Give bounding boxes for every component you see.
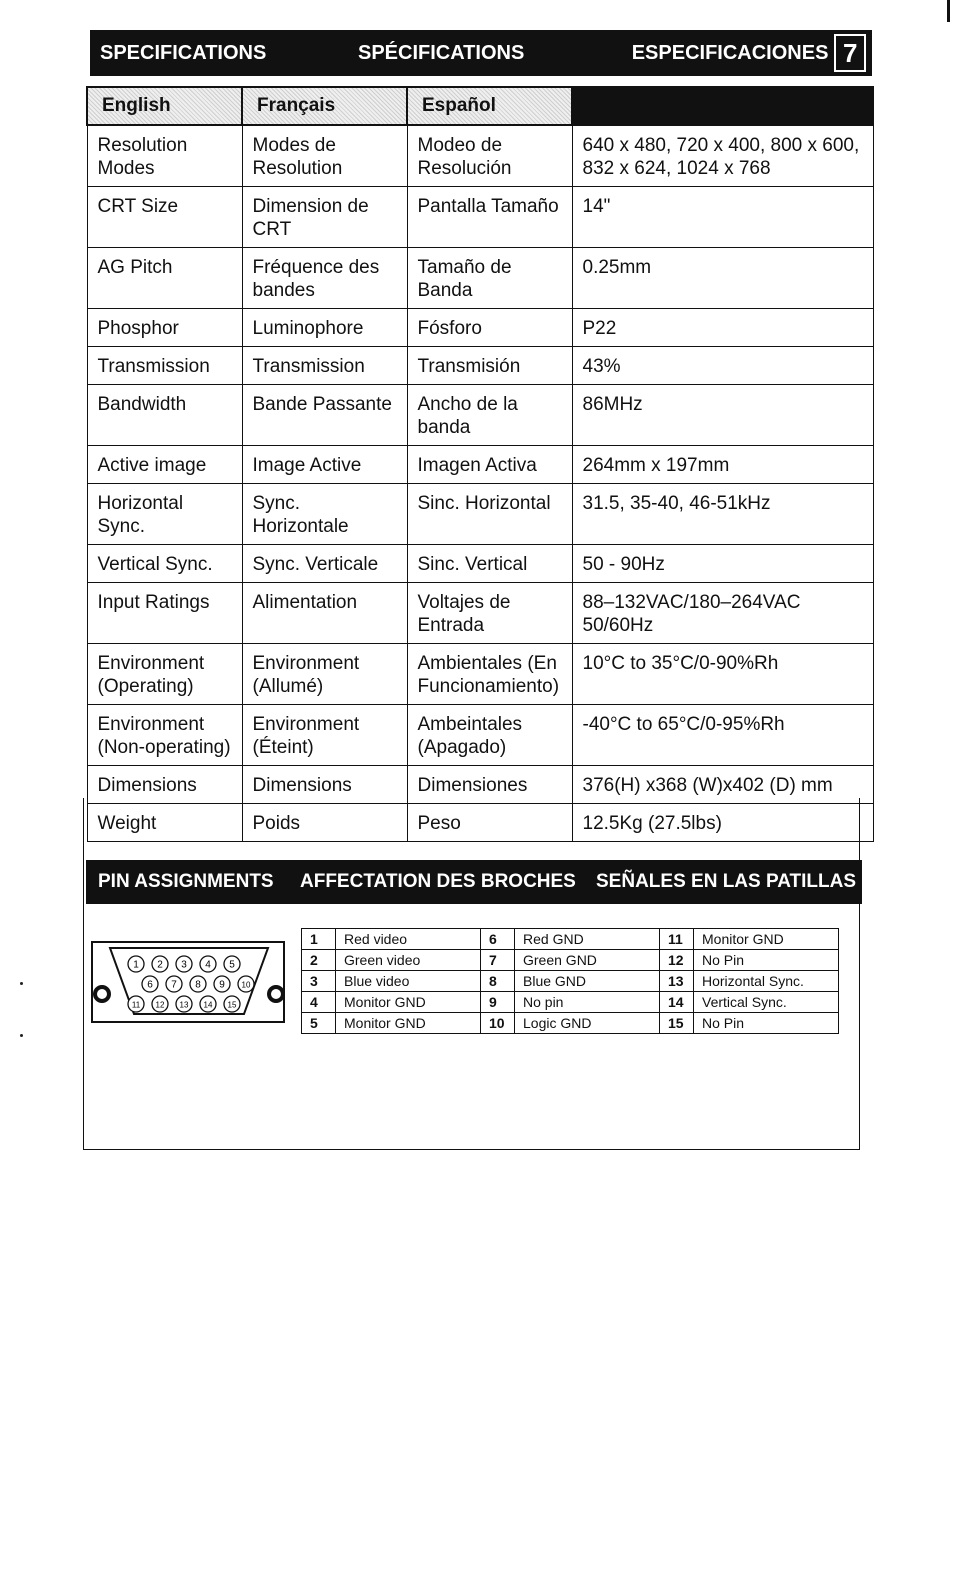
spec-label-english: Bandwidth bbox=[87, 385, 242, 446]
connector-pin-label: 2 bbox=[157, 959, 163, 971]
spec-label-spanish: Sinc. Horizontal bbox=[407, 484, 572, 545]
column-header-english: English bbox=[87, 87, 242, 125]
spec-label-french: Sync. Verticale bbox=[242, 545, 407, 583]
pin-title-french: AFFECTATION DES BROCHES bbox=[300, 871, 576, 892]
pin-number: 10 bbox=[481, 1013, 515, 1034]
pin-number: 5 bbox=[302, 1013, 336, 1034]
dsub-connector-diagram bbox=[88, 934, 292, 1030]
spec-value: 43% bbox=[572, 347, 873, 385]
spec-label-spanish: Dimensiones bbox=[407, 766, 572, 804]
pin-row bbox=[302, 950, 839, 971]
pin-signal: Monitor GND bbox=[694, 929, 839, 950]
spec-label-spanish: Voltajes de Entrada bbox=[407, 583, 572, 644]
pin-number: 9 bbox=[481, 992, 515, 1013]
page-number-badge: 7 bbox=[834, 34, 866, 72]
connector-pin-label: 11 bbox=[131, 1000, 141, 1010]
title-spanish: ESPECIFICACIONES bbox=[631, 41, 829, 64]
spec-label-spanish: Sinc. Vertical bbox=[407, 545, 572, 583]
pin-row bbox=[302, 1013, 839, 1034]
spec-label-french: Environment (Allumé) bbox=[242, 644, 407, 705]
spec-label-spanish: Ancho de la banda bbox=[407, 385, 572, 446]
connector-pin-label: 15 bbox=[227, 1000, 237, 1010]
pin-number: 11 bbox=[660, 929, 694, 950]
spec-label-english: Weight bbox=[87, 804, 242, 842]
pin-number: 4 bbox=[302, 992, 336, 1013]
spec-row bbox=[87, 385, 873, 446]
pin-number: 8 bbox=[481, 971, 515, 992]
pin-number: 7 bbox=[481, 950, 515, 971]
pin-signal: No Pin bbox=[694, 950, 839, 971]
spec-label-spanish: Fósforo bbox=[407, 309, 572, 347]
pin-signal: Green video bbox=[336, 950, 481, 971]
spec-label-french: Transmission bbox=[242, 347, 407, 385]
spec-label-french: Poids bbox=[242, 804, 407, 842]
pin-assignments-header bbox=[86, 860, 862, 904]
spec-row bbox=[87, 545, 873, 583]
spec-table-header-row bbox=[87, 87, 873, 125]
pin-number: 6 bbox=[481, 929, 515, 950]
connector-screw-left bbox=[95, 987, 109, 1001]
spec-row bbox=[87, 187, 873, 248]
pin-signal: Red video bbox=[336, 929, 481, 950]
pin-signal: Red GND bbox=[515, 929, 660, 950]
spec-label-english: Active image bbox=[87, 446, 242, 484]
connector-pin-label: 14 bbox=[203, 1000, 213, 1010]
spec-label-english: Vertical Sync. bbox=[87, 545, 242, 583]
pin-row bbox=[302, 992, 839, 1013]
pin-signal: Monitor GND bbox=[336, 1013, 481, 1034]
page-edge-mark bbox=[947, 0, 950, 22]
spec-label-spanish: Transmisión bbox=[407, 347, 572, 385]
margin-dot bbox=[20, 982, 23, 985]
specifications-table bbox=[86, 86, 874, 842]
spec-row bbox=[87, 644, 873, 705]
connector-pin-label: 9 bbox=[219, 979, 225, 991]
spec-label-french: Luminophore bbox=[242, 309, 407, 347]
spec-label-english: Dimensions bbox=[87, 766, 242, 804]
spec-label-french: Sync. Horizontale bbox=[242, 484, 407, 545]
spec-label-spanish: Ambeintales (Apagado) bbox=[407, 705, 572, 766]
spec-value: 376(H) x368 (W)x402 (D) mm bbox=[572, 766, 873, 804]
spec-label-spanish: Imagen Activa bbox=[407, 446, 572, 484]
pin-signal: Logic GND bbox=[515, 1013, 660, 1034]
pin-signal: Horizontal Sync. bbox=[694, 971, 839, 992]
pin-assignments-table bbox=[301, 928, 839, 1034]
connector-pin-label: 7 bbox=[171, 979, 177, 991]
spec-row bbox=[87, 248, 873, 309]
spec-label-french: Image Active bbox=[242, 446, 407, 484]
spec-label-french: Dimension de CRT bbox=[242, 187, 407, 248]
spec-label-spanish: Modeo de Resolución bbox=[407, 125, 572, 187]
spec-row bbox=[87, 446, 873, 484]
spec-label-english: Horizontal Sync. bbox=[87, 484, 242, 545]
pin-number: 1 bbox=[302, 929, 336, 950]
spec-value: 88–132VAC/180–264VAC 50/60Hz bbox=[572, 583, 873, 644]
spec-label-english: Input Ratings bbox=[87, 583, 242, 644]
connector-pin-label: 10 bbox=[241, 980, 251, 990]
pin-number: 2 bbox=[302, 950, 336, 971]
connector-pin-label: 6 bbox=[147, 979, 153, 991]
column-header-french: Français bbox=[242, 87, 407, 125]
spec-label-english: Resolution Modes bbox=[87, 125, 242, 187]
connector-pin-label: 1 bbox=[133, 959, 139, 971]
pin-signal: Blue GND bbox=[515, 971, 660, 992]
pin-signal: Blue video bbox=[336, 971, 481, 992]
spec-row bbox=[87, 347, 873, 385]
connector-pin-label: 12 bbox=[155, 1000, 165, 1010]
spec-value: 50 - 90Hz bbox=[572, 545, 873, 583]
spec-value: 86MHz bbox=[572, 385, 873, 446]
spec-label-english: Environment (Operating) bbox=[87, 644, 242, 705]
pin-number: 12 bbox=[660, 950, 694, 971]
spec-value: 640 x 480, 720 x 400, 800 x 600, 832 x 624, 1024 x 768 bbox=[572, 125, 873, 187]
spec-label-french: Modes de Resolution bbox=[242, 125, 407, 187]
pin-number: 14 bbox=[660, 992, 694, 1013]
specifications-header bbox=[90, 30, 872, 76]
spec-value: P22 bbox=[572, 309, 873, 347]
column-header-value bbox=[572, 87, 873, 125]
connector-pin-label: 8 bbox=[195, 979, 201, 991]
pin-number: 3 bbox=[302, 971, 336, 992]
spec-label-french: Alimentation bbox=[242, 583, 407, 644]
pin-title-spanish: SEÑALES EN LAS PATILLAS bbox=[596, 871, 857, 892]
connector-screw-right bbox=[269, 987, 283, 1001]
pin-number: 13 bbox=[660, 971, 694, 992]
spec-value: 12.5Kg (27.5lbs) bbox=[572, 804, 873, 842]
pin-signal: Monitor GND bbox=[336, 992, 481, 1013]
spec-label-english: Phosphor bbox=[87, 309, 242, 347]
spec-label-spanish: Tamaño de Banda bbox=[407, 248, 572, 309]
margin-dot bbox=[20, 1034, 23, 1037]
spec-row bbox=[87, 705, 873, 766]
title-english: SPECIFICATIONS bbox=[100, 41, 267, 64]
spec-label-english: Environment (Non-operating) bbox=[87, 705, 242, 766]
spec-label-french: Environment (Éteint) bbox=[242, 705, 407, 766]
pin-signal: No pin bbox=[515, 992, 660, 1013]
spec-value: -40°C to 65°C/0-95%Rh bbox=[572, 705, 873, 766]
connector-pin-label: 13 bbox=[179, 1000, 189, 1010]
pin-signal: Vertical Sync. bbox=[694, 992, 839, 1013]
spec-row bbox=[87, 583, 873, 644]
column-header-spanish: Español bbox=[407, 87, 572, 125]
pin-title-english: PIN ASSIGNMENTS bbox=[98, 871, 274, 892]
spec-row bbox=[87, 125, 873, 187]
spec-label-spanish: Ambientales (En Funcionamiento) bbox=[407, 644, 572, 705]
pin-signal: Green GND bbox=[515, 950, 660, 971]
connector-pin-label: 5 bbox=[229, 959, 235, 971]
spec-value: 264mm x 197mm bbox=[572, 446, 873, 484]
spec-label-english: AG Pitch bbox=[87, 248, 242, 309]
spec-value: 31.5, 35-40, 46-51kHz bbox=[572, 484, 873, 545]
pin-number: 15 bbox=[660, 1013, 694, 1034]
connector-pin-label: 4 bbox=[205, 959, 211, 971]
spec-value: 14" bbox=[572, 187, 873, 248]
title-french: SPÉCIFICATIONS bbox=[357, 41, 525, 64]
connector-pin-label: 3 bbox=[181, 959, 187, 971]
spec-label-spanish: Peso bbox=[407, 804, 572, 842]
spec-label-english: CRT Size bbox=[87, 187, 242, 248]
spec-label-spanish: Pantalla Tamaño bbox=[407, 187, 572, 248]
spec-value: 0.25mm bbox=[572, 248, 873, 309]
pin-row bbox=[302, 929, 839, 950]
spec-label-french: Fréquence des bandes bbox=[242, 248, 407, 309]
pin-signal: No Pin bbox=[694, 1013, 839, 1034]
spec-label-french: Bande Passante bbox=[242, 385, 407, 446]
spec-value: 10°C to 35°C/0-90%Rh bbox=[572, 644, 873, 705]
pin-row bbox=[302, 971, 839, 992]
spec-label-french: Dimensions bbox=[242, 766, 407, 804]
spec-row bbox=[87, 309, 873, 347]
spec-row bbox=[87, 484, 873, 545]
spec-label-english: Transmission bbox=[87, 347, 242, 385]
